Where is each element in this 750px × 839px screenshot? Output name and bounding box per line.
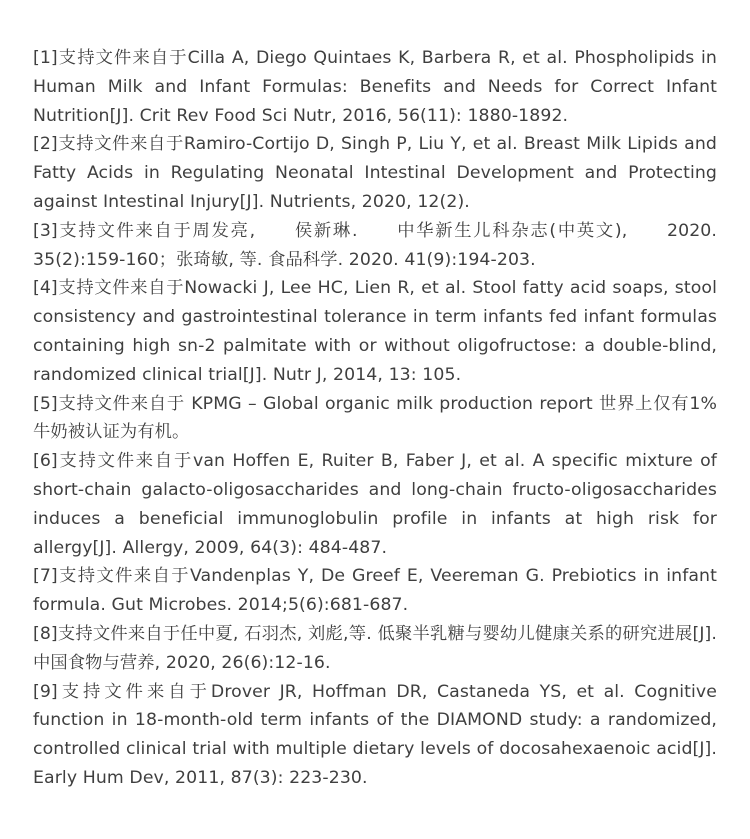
reference-item-5: [5]支持文件来自于 KPMG – Global organic milk production report 世界上仅有1%牛奶被认证为有机。 — [33, 393, 717, 443]
reference-item-4: [4]支持文件来自于Nowacki J, Lee HC, Lien R, et al. Stool fatty acid soaps, stool consistency and gastrointestinal tolerance in term infants fed infant formulas containing high sn-2 palmitate with or without oligofructose: a double-blind, randomized clinical trial[J]. Nutr J, 2014, 13: 105. — [33, 278, 717, 385]
reference-item-8: [8]支持文件来自于任中夏, 石羽杰, 刘彪,等. 低聚半乳糖与婴幼儿健康关系的研究进展[J]. 中国食物与营养, 2020, 26(6):12-16. — [33, 623, 717, 673]
reference-item-2: [2]支持文件来自于Ramiro-Cortijo D, Singh P, Liu Y, et al. Breast Milk Lipids and Fatty Acids in Regulating Neonatal Intestinal Development and Protecting against Intestinal Injury[J]. Nutrients, 2020, 12(2). — [33, 134, 717, 212]
reference-item-1: [1]支持文件来自于Cilla A, Diego Quintaes K, Barbera R, et al. Phospholipids in Human Milk and Infant Formulas: Benefits and Needs for Correct Infant Nutrition[J]. Crit Rev Food Sci Nutr, 2016, 56(11): 1880-1892. — [33, 48, 717, 126]
reference-list — [33, 44, 717, 793]
reference-item-6: [6]支持文件来自于van Hoffen E, Ruiter B, Faber J, et al. A specific mixture of short-chain galacto-oligosaccharides and long-chain fructo-oligosaccharides induces a beneficial immunoglobulin profile in infants at high risk for allergy[J]. Allergy, 2009, 64(3): 484-487. — [33, 451, 717, 558]
reference-item-9: [9]支持文件来自于Drover JR, Hoffman DR, Castaneda YS, et al. Cognitive function in 18-month-old term infants of the DIAMOND study: a randomized, controlled clinical trial with multiple dietary levels of docosahexaenoic acid[J]. Early Hum Dev, 2011, 87(3): 223-230. — [33, 681, 717, 788]
reference-item-3: [3]支持文件来自于周发亮, 侯新琳. 中华新生儿科杂志(中英文), 2020. 35(2):159-160；张琦敏, 等. 食品科学. 2020. 41(9):194-203. — [33, 220, 717, 270]
reference-item-7: [7]支持文件来自于Vandenplas Y, De Greef E, Veereman G. Prebiotics in infant formula. Gut Microbes. 2014;5(6):681-687. — [33, 566, 717, 616]
